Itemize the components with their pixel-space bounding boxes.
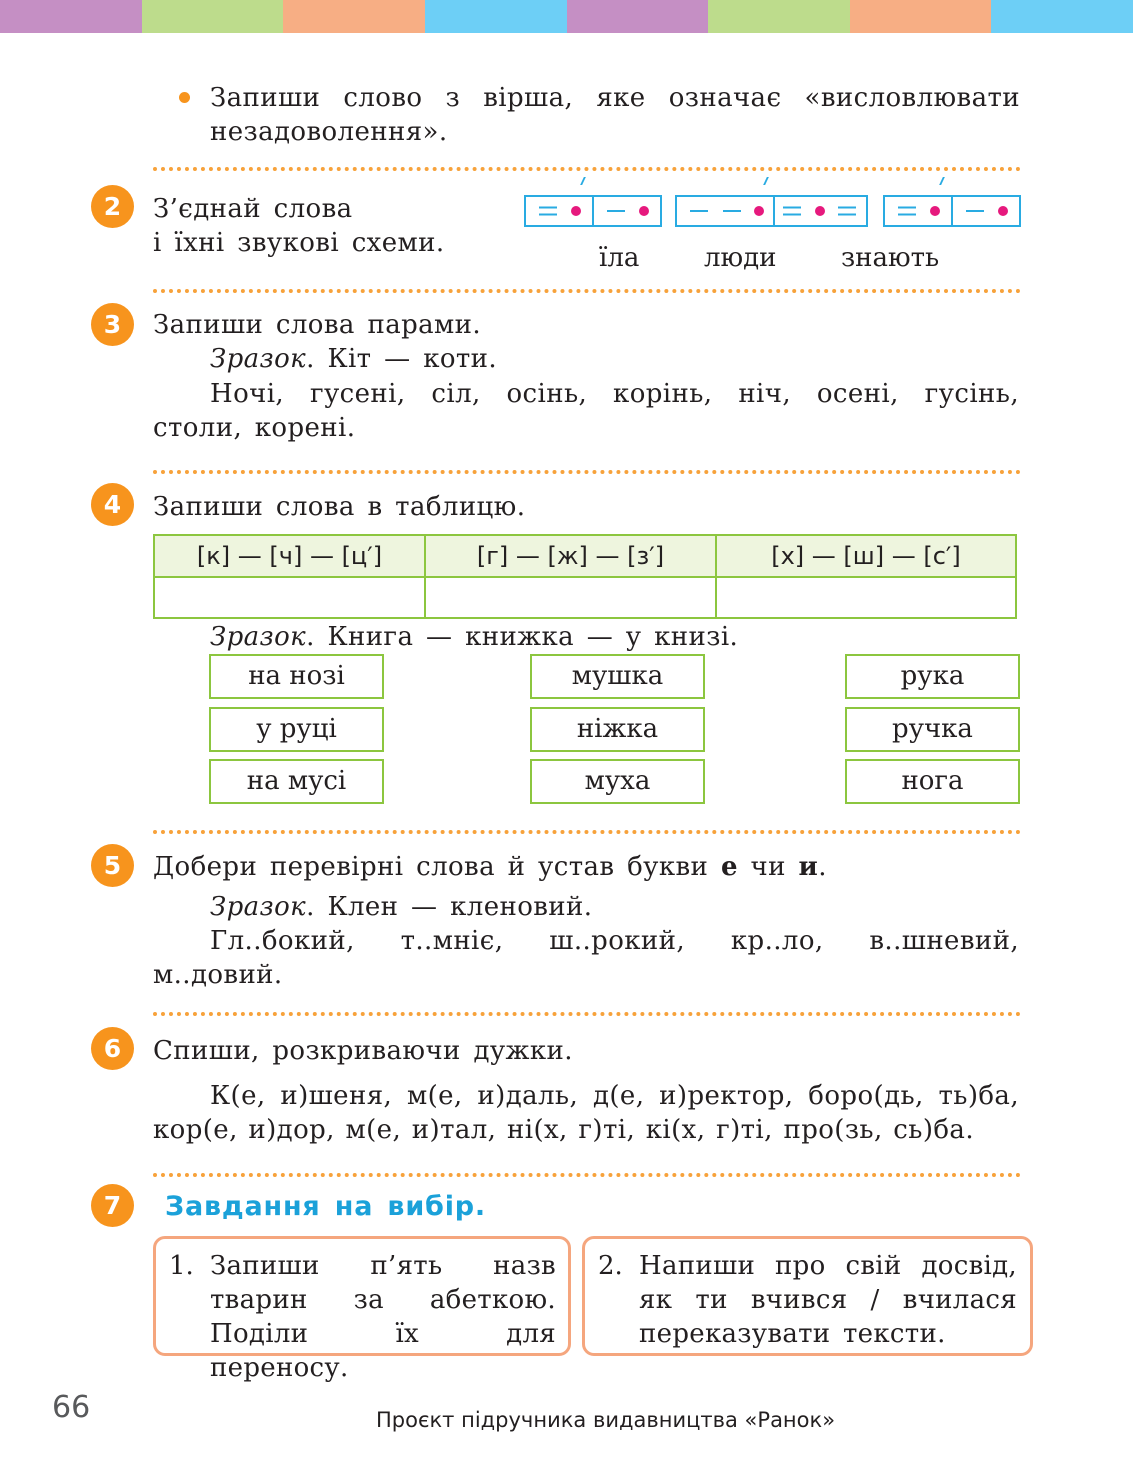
vowel-dot-icon (930, 206, 940, 216)
color-strip (0, 0, 142, 33)
vowel-dot-icon (754, 206, 764, 216)
example-label: Зразок (210, 892, 307, 922)
divider (153, 470, 1021, 474)
table-header-row (155, 536, 1015, 578)
task3-example (210, 342, 497, 376)
scheme-word[interactable]: їла (599, 243, 640, 273)
task2-instruction-line2: і їхні звукові схеми. (153, 228, 445, 258)
instruction-connector: чи (737, 852, 799, 882)
color-strip (850, 0, 992, 33)
example-text: . Кіт — коти. (306, 344, 498, 374)
example-label: Зразок (210, 344, 307, 374)
stress-mark-icon (580, 177, 586, 185)
option-number: 1. (169, 1251, 194, 1281)
task-number-2: 2 (91, 185, 134, 228)
table-header-cell: [х] — [ш] — [с′] (771, 542, 961, 570)
color-strip (142, 0, 284, 33)
sound-scheme-1[interactable] (524, 195, 662, 227)
table-header-cell: [г] — [ж] — [з′] (426, 536, 717, 576)
divider (153, 830, 1021, 834)
intro-bullet-text: Запиши слово з вірша, яке означає «висловлювати незадоволення». (210, 83, 1020, 147)
task-number-7: 7 (91, 1184, 134, 1227)
divider (153, 1173, 1021, 1177)
table-cell[interactable] (717, 578, 1015, 617)
vowel-dot-icon (571, 206, 581, 216)
footer-text: Проєкт підручника видавництва «Ранок» (376, 1408, 836, 1432)
color-strip (425, 0, 567, 33)
task6-instruction: Спиши, розкриваючи дужки. (153, 1036, 573, 1066)
choice-option-1[interactable] (153, 1236, 571, 1383)
task-number-5: 5 (91, 844, 134, 887)
task3-word-list: Ночі, гусені, сіл, осінь, корінь, ніч, осені, гусінь, столи, корені. (153, 379, 1019, 443)
consonant-dash-icon (607, 210, 625, 212)
stress-mark-icon (939, 177, 945, 185)
scheme-word[interactable]: люди (704, 243, 777, 273)
instruction-period: . (818, 852, 827, 882)
task4-example (210, 620, 738, 654)
color-strip (708, 0, 850, 33)
example-text: . Клен — кленовий. (306, 892, 593, 922)
task5-example (210, 890, 592, 924)
letter-y: и (798, 852, 819, 882)
vowel-dot-icon (639, 206, 649, 216)
page-number: 66 (52, 1390, 91, 1425)
bullet-dot-icon (179, 92, 190, 103)
example-label: Зразок (210, 622, 307, 652)
consonant-dash-icon (690, 210, 708, 212)
task-number-3: 3 (91, 303, 134, 346)
letter-e: е (720, 852, 738, 882)
task-number-4: 4 (91, 483, 134, 526)
vowel-dot-icon (815, 206, 825, 216)
sound-scheme-2[interactable] (675, 195, 868, 227)
vowel-dot-icon (998, 206, 1008, 216)
word-card[interactable]: на нозі (209, 654, 384, 699)
option-text: Напиши про свій досвід, як ти вчився / вчилася переказувати тексти. (639, 1251, 1017, 1349)
task2-instruction-line1: З’єднай слова (153, 194, 353, 224)
instruction-text: Добери перевірні слова й устав букви (153, 852, 721, 882)
sound-table (153, 534, 1017, 619)
example-text: . Книга — книжка — у книзі. (306, 622, 739, 652)
word-card[interactable]: нога (845, 759, 1020, 804)
table-cell[interactable] (155, 578, 426, 617)
hard-consonant-icon (539, 207, 557, 216)
divider (153, 1012, 1021, 1016)
table-row (155, 578, 1015, 617)
word-card[interactable]: муха (530, 759, 705, 804)
color-strip (283, 0, 425, 33)
divider (153, 289, 1021, 293)
consonant-dash-icon (723, 210, 741, 212)
hard-consonant-icon (838, 207, 856, 216)
word-card[interactable]: у руці (209, 707, 384, 752)
word-card[interactable]: на мусі (209, 759, 384, 804)
top-color-bar (0, 0, 1133, 33)
divider (153, 167, 1021, 171)
hard-consonant-icon (898, 207, 916, 216)
stress-mark-icon (763, 177, 769, 185)
color-strip (567, 0, 709, 33)
task3-instruction: Запиши слова парами. (153, 310, 482, 340)
hard-consonant-icon (783, 207, 801, 216)
scheme-word[interactable]: знають (841, 243, 940, 273)
color-strip (991, 0, 1133, 33)
task6-word-list: К(е, и)шеня, м(е, и)даль, д(е, и)ректор, боро(дь, ть)ба, кор(е, и)дор, м(е, и)тал, ні(х, г)ті, кі(х, г)ті, про(зь, сь)ба. (153, 1081, 1019, 1145)
table-header-cell: [к] — [ч] — [ц′] (155, 536, 426, 576)
word-card[interactable]: ніжка (530, 707, 705, 752)
consonant-dash-icon (966, 210, 984, 212)
word-card[interactable]: ручка (845, 707, 1020, 752)
task-number-6: 6 (91, 1027, 134, 1070)
option-number: 2. (598, 1251, 623, 1281)
word-card[interactable]: мушка (530, 654, 705, 699)
option-text: Запиши п’ять назв тварин за абеткою. Поділи їх для переносу. (210, 1251, 556, 1383)
table-cell[interactable] (426, 578, 717, 617)
word-card[interactable]: рука (845, 654, 1020, 699)
task4-instruction: Запиши слова в таблицю. (153, 492, 526, 522)
choice-option-2[interactable] (582, 1236, 1033, 1356)
sound-scheme-3[interactable] (883, 195, 1021, 227)
task5-word-list: Гл..бокий, т..мніє, ш..рокий, кр..ло, в..шневий, м..довий. (153, 926, 1019, 990)
choice-task-title: Завдання на вибір. (165, 1191, 486, 1222)
task5-instruction (153, 850, 827, 884)
